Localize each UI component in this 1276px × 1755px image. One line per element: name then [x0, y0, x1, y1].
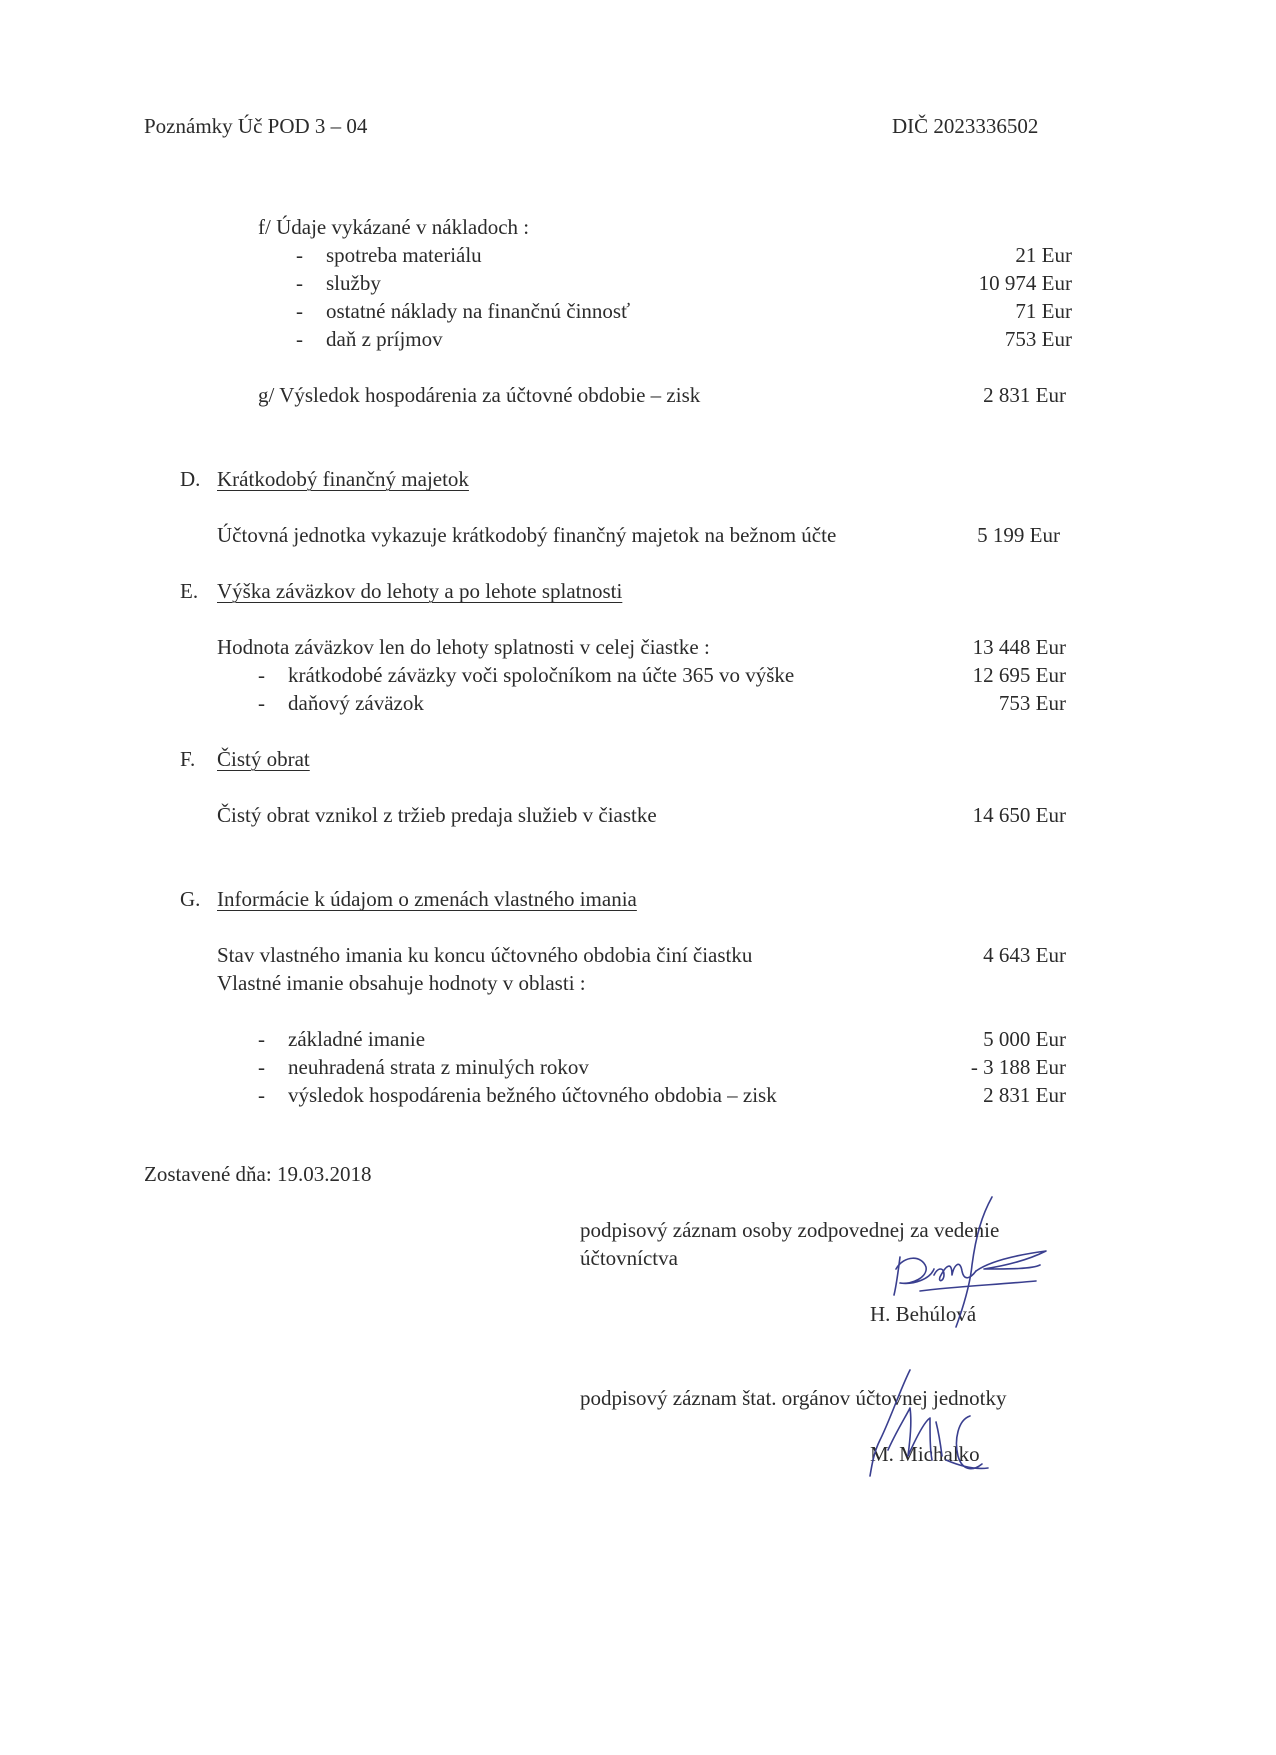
dash: - [296, 243, 303, 267]
section-d-text: Účtovná jednotka vykazuje krátkodobý finančný majetok na bežnom účte [217, 523, 837, 547]
section-e-value: 13 448 Eur [972, 635, 1066, 659]
item-label: daňový záväzok [288, 691, 424, 715]
item-value: 5 000 Eur [983, 1027, 1066, 1051]
item-label: služby [326, 271, 381, 295]
dash: - [258, 1027, 265, 1051]
dash: - [296, 327, 303, 351]
section-e-text: Hodnota záväzkov len do lehoty splatnosti v celej čiastke : [217, 635, 710, 659]
header-right: DIČ 2023336502 [892, 114, 1039, 138]
section-G-letter: G. [180, 887, 201, 911]
item-label: spotreba materiálu [326, 243, 482, 267]
item-value: 753 Eur [1004, 327, 1072, 351]
section-G-text1: Stav vlastného imania ku koncu účtovného obdobia činí čiastku [217, 943, 753, 967]
dash: - [258, 691, 265, 715]
section-G-title: Informácie k údajom o zmenách vlastného imania [217, 887, 637, 911]
section-e-title: Výška záväzkov do lehoty a po lehote splatnosti [217, 579, 623, 603]
compiled-date: Zostavené dňa: 19.03.2018 [144, 1162, 372, 1186]
item-label: základné imanie [288, 1027, 426, 1051]
item-value: 10 974 Eur [978, 271, 1072, 295]
item-value: 21 Eur [1015, 243, 1072, 267]
section-f-letter: F. [180, 747, 196, 771]
dash: - [258, 663, 265, 687]
handwritten-signature-behulova [860, 1195, 1060, 1335]
section-G-text2: Vlastné imanie obsahuje hodnoty v oblasti : [217, 971, 586, 995]
signature-2-caption: podpisový záznam štat. orgánov účtovnej jednotky [580, 1386, 1007, 1410]
section-d-letter: D. [180, 467, 201, 491]
header-left: Poznámky Úč POD 3 – 04 [144, 114, 368, 138]
section-F-title: Čistý obrat [217, 747, 310, 771]
item-label: výsledok hospodárenia bežného účtovného obdobia – zisk [288, 1083, 777, 1107]
section-d-title: Krátkodobý finančný majetok [217, 467, 469, 491]
item-label: krátkodobé záväzky voči spoločníkom na účte 365 vo výške [288, 663, 795, 687]
item-value: 753 Eur [998, 691, 1066, 715]
dash: - [258, 1055, 265, 1079]
handwritten-signature-michalko [850, 1360, 1020, 1490]
section-G-value1: 4 643 Eur [983, 943, 1066, 967]
item-value: - 3 188 Eur [970, 1055, 1066, 1079]
section-d-value: 5 199 Eur [977, 523, 1060, 547]
item-label: daň z príjmov [326, 327, 443, 351]
section-g-label: g/ Výsledok hospodárenia za účtovné obdobie – zisk [258, 383, 701, 407]
item-value: 2 831 Eur [983, 1083, 1066, 1107]
item-value: 71 Eur [1015, 299, 1072, 323]
section-F-text: Čistý obrat vznikol z tržieb predaja služieb v čiastke [217, 803, 657, 827]
signature-1-name: H. Behúlová [870, 1302, 977, 1326]
dash: - [296, 271, 303, 295]
dash: - [258, 1083, 265, 1107]
section-F-value: 14 650 Eur [972, 803, 1066, 827]
section-e-letter: E. [180, 579, 199, 603]
item-value: 12 695 Eur [972, 663, 1066, 687]
section-f-title: f/ Údaje vykázané v nákladoch : [258, 215, 530, 239]
signature-1-caption-cont: účtovníctva [580, 1246, 678, 1270]
section-g-value: 2 831 Eur [983, 383, 1066, 407]
signature-1-caption: podpisový záznam osoby zodpovednej za vedenie [580, 1218, 1000, 1242]
signature-2-name: M. Michalko [870, 1442, 980, 1466]
item-label: neuhradená strata z minulých rokov [288, 1055, 589, 1079]
item-label: ostatné náklady na finančnú činnosť [326, 299, 631, 323]
dash: - [296, 299, 303, 323]
